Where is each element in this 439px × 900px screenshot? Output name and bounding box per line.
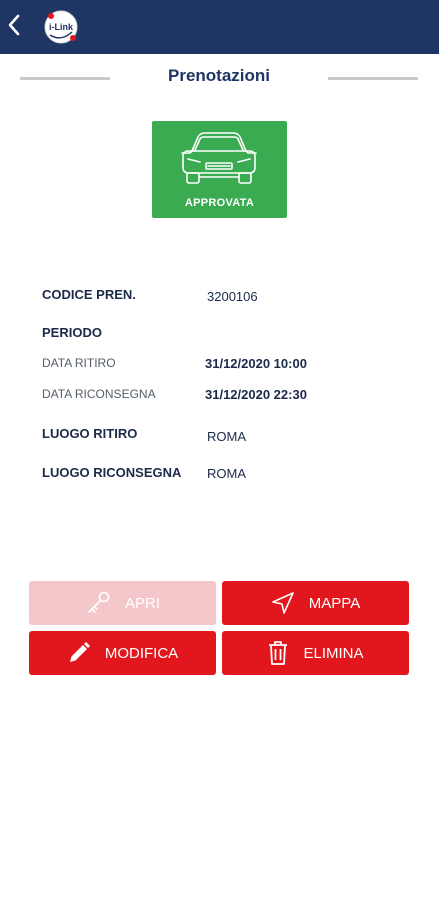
edit-button[interactable] xyxy=(29,631,216,675)
pickup-date-value: 31/12/2020 10:00 xyxy=(205,356,307,371)
open-button-label: APRI xyxy=(124,594,160,612)
delete-button-label: ELIMINA xyxy=(303,644,364,662)
pickup-date-label: DATA RITIRO xyxy=(42,356,116,370)
booking-code-value: 3200106 xyxy=(207,289,258,304)
status-label: APPROVATA xyxy=(184,197,255,209)
svg-text:i-Link: i-Link xyxy=(49,22,73,32)
page-title: Prenotazioni xyxy=(167,66,270,85)
trash-icon xyxy=(267,640,289,666)
edit-button-label: MODIFICA xyxy=(104,644,179,662)
key-icon xyxy=(85,590,111,616)
title-divider-left xyxy=(20,77,110,80)
pencil-icon xyxy=(67,641,91,665)
booking-code-label: CODICE PREN. xyxy=(42,287,136,302)
delete-button[interactable] xyxy=(222,631,409,675)
period-heading: PERIODO xyxy=(42,325,102,340)
pickup-place-value: ROMA xyxy=(207,429,246,444)
app-logo xyxy=(42,8,80,46)
return-place-label: LUOGO RICONSEGNA xyxy=(42,465,182,480)
return-date-value: 31/12/2020 22:30 xyxy=(205,387,307,402)
chevron-left-icon xyxy=(8,14,20,41)
status-badge xyxy=(152,121,287,218)
app-header xyxy=(0,0,439,54)
map-button-label: MAPPA xyxy=(308,594,361,612)
title-row xyxy=(0,62,439,96)
pickup-place-label: LUOGO RITIRO xyxy=(42,426,138,441)
open-button[interactable] xyxy=(29,581,216,625)
title-divider-right xyxy=(328,77,418,80)
return-date-label: DATA RICONSEGNA xyxy=(42,387,156,401)
navigation-arrow-icon xyxy=(271,591,295,615)
map-button[interactable] xyxy=(222,581,409,625)
back-button[interactable] xyxy=(0,0,28,54)
return-place-value: ROMA xyxy=(207,466,246,481)
